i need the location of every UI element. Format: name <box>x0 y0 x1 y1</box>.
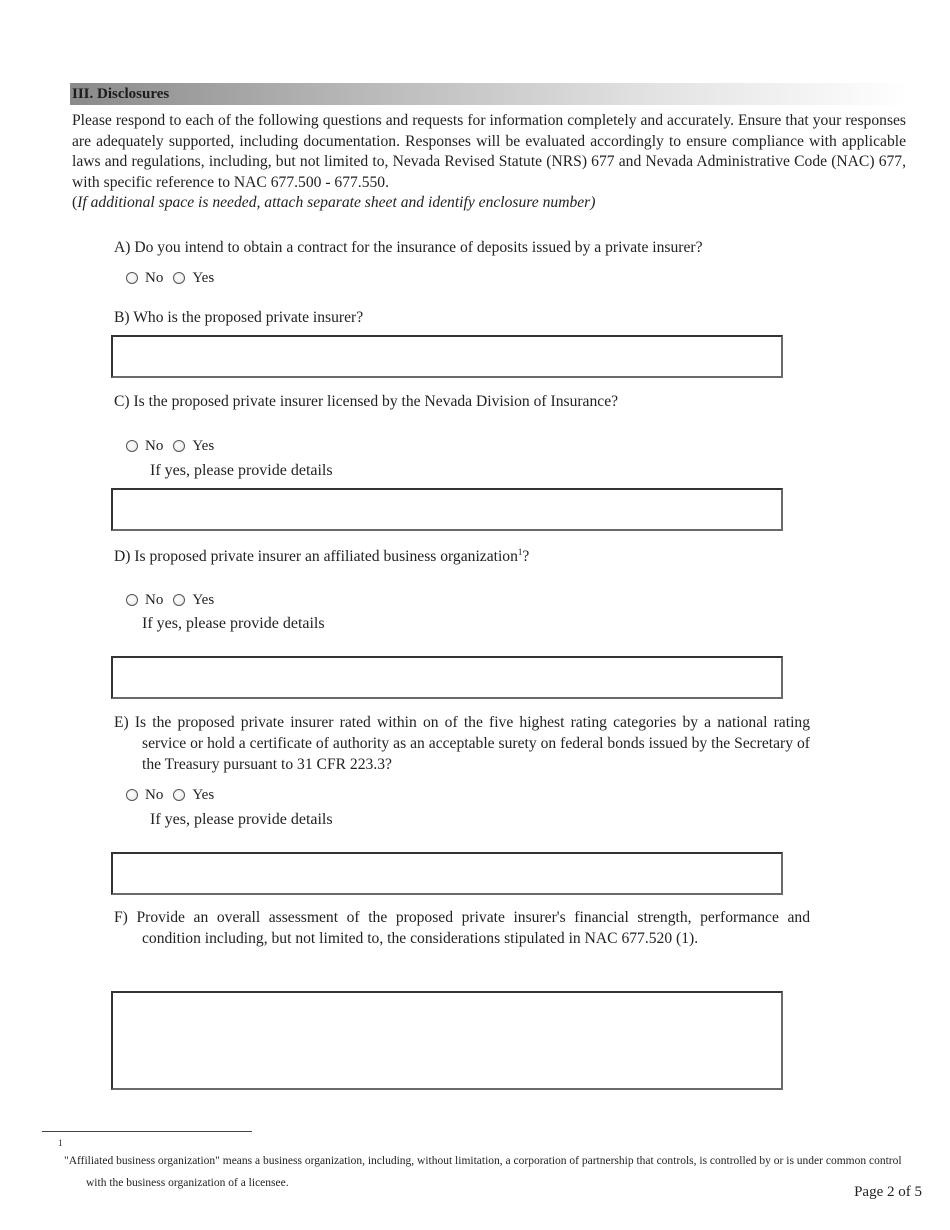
question-e: E) Is the proposed private insurer rated within on of the five highest rating categories by a national rating service or hold a certificate of authority as an acceptable surety on federal bonds issued by the Secretary of the Treasury pursuant to 31 CFR 223.3? <box>114 714 810 773</box>
radio-label-no: No <box>145 437 164 454</box>
question-c-details-field[interactable] <box>111 488 783 531</box>
radio-label-no: No <box>145 591 164 608</box>
question-a: A) Do you intend to obtain a contract for the insurance of deposits issued by a private insurer? <box>114 239 703 256</box>
radio-circle-icon[interactable] <box>126 272 138 284</box>
question-d-details-field[interactable] <box>111 656 783 699</box>
question-d-end: ? <box>522 548 530 565</box>
page-number: Page 2 of 5 <box>854 1184 922 1200</box>
question-d-details-label: If yes, please provide details <box>142 615 325 632</box>
footnote-number: 1 <box>58 1138 63 1148</box>
radio-circle-icon[interactable] <box>173 789 185 801</box>
footnote-text: "Affiliated business organization" means a business organization, including, without limitation, a corporation of partnership that controls, is controlled by or is under common control with the business organization of a licensee. <box>64 1155 902 1189</box>
radio-circle-icon[interactable] <box>126 789 138 801</box>
question-e-radio-group <box>126 785 224 805</box>
question-d-text: D) Is proposed private insurer an affiliated business organization <box>114 548 518 565</box>
question-d-radio-group <box>126 590 224 610</box>
section-header: III. Disclosures <box>70 83 910 105</box>
radio-circle-icon[interactable] <box>173 440 185 452</box>
instructions-note <box>72 193 595 214</box>
radio-circle-icon[interactable] <box>173 272 185 284</box>
question-c-yes-radio[interactable] <box>173 438 214 455</box>
question-b-answer-field[interactable] <box>111 335 783 378</box>
instructions-paragraph: Please respond to each of the following questions and requests for information completely and accurately. Ensure that your responses are adequately supported, including documentation. Responses will be evaluated accordingly to ensure compliance with applicable laws and regulations, including, but not limited to, Nevada Revised Statute (NRS) 677 and Nevada Administrative Code (NAC) 677, with specific reference to NAC 677.500 - 677.550. <box>72 112 906 191</box>
note-open-paren: ( <box>72 194 78 211</box>
question-c-radio-group <box>126 436 224 456</box>
question-d-yes-radio[interactable] <box>173 592 214 609</box>
radio-circle-icon[interactable] <box>126 594 138 606</box>
radio-circle-icon[interactable] <box>126 440 138 452</box>
question-e-details-field[interactable] <box>111 852 783 895</box>
question-d <box>114 546 529 567</box>
question-a-radio-group <box>126 268 224 288</box>
radio-label-no: No <box>145 786 164 803</box>
question-c-no-radio[interactable] <box>126 438 163 455</box>
radio-label-yes: Yes <box>192 591 215 608</box>
note-text: If additional space is needed, attach separate sheet and identify enclosure number) <box>77 194 596 211</box>
question-a-no-radio[interactable] <box>126 270 163 287</box>
radio-label-no: No <box>145 269 164 286</box>
radio-label-yes: Yes <box>192 786 215 803</box>
question-a-yes-radio[interactable] <box>173 270 214 287</box>
footnote-ref: 1 <box>517 546 523 557</box>
footnote-divider <box>42 1131 252 1132</box>
question-e-yes-radio[interactable] <box>173 787 214 804</box>
question-c-details-label: If yes, please provide details <box>150 462 333 479</box>
question-d-no-radio[interactable] <box>126 592 163 609</box>
radio-circle-icon[interactable] <box>173 594 185 606</box>
radio-label-yes: Yes <box>192 269 215 286</box>
question-e-details-label: If yes, please provide details <box>150 811 333 828</box>
question-f: F) Provide an overall assessment of the proposed private insurer's financial strength, performance and condition including, but not limited to, the considerations stipulated in NAC 677.520 (1). <box>114 909 810 947</box>
question-f-answer-field[interactable] <box>111 991 783 1090</box>
question-c: C) Is the proposed private insurer licensed by the Nevada Division of Insurance? <box>114 393 619 410</box>
question-e-no-radio[interactable] <box>126 787 163 804</box>
radio-label-yes: Yes <box>192 437 215 454</box>
question-b: B) Who is the proposed private insurer? <box>114 309 364 326</box>
